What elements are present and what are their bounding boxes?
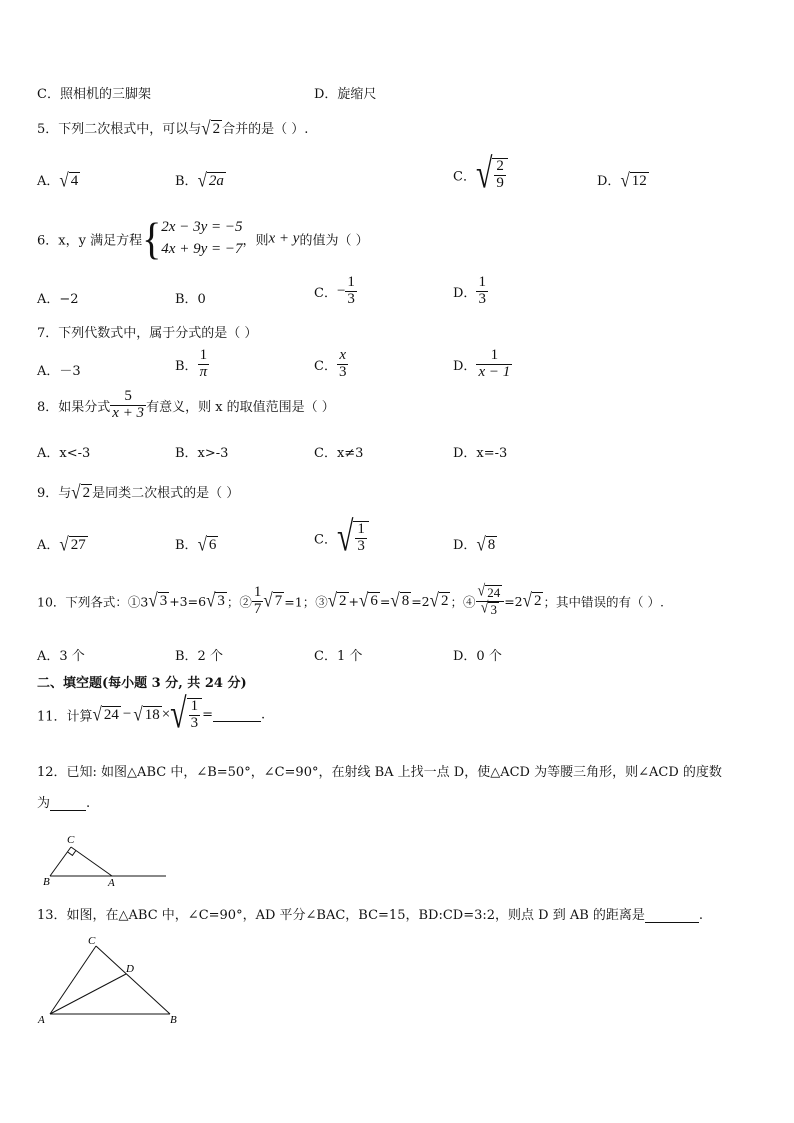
question-12-line2: 为 .: [37, 796, 91, 811]
q5-option-a: A． √ 4: [37, 169, 79, 192]
question-10: 10．下列各式：①3 √ 3 +3=6 √ 3 ；② $\frac{1}{7}$ √ 7 =1；③ √ 2 + √ 6 = √ 8 =2 √ 2 ；④ √ 24 √ 3 =2 √ 2 ；其中错误的有（ ）.: [37, 582, 664, 618]
section-title-fill-in: 二、填空题(每小题 3 分, 共 24 分): [37, 676, 247, 691]
q13-label-b: B: [170, 1014, 177, 1026]
q8-option-b: B．x>-3: [175, 446, 229, 461]
question-6: 6．x，y 满足方程{ 2x − 3y = −5 4x + 9y = −7 ，则x + y的值为（ ）: [37, 213, 369, 263]
q10-option-d: D．0 个: [453, 649, 502, 664]
q12-label-a: A: [108, 877, 115, 888]
q13-bisector-ad: [50, 974, 126, 1014]
q7-option-c: C． $\frac{x}{3}$: [314, 347, 347, 380]
q7-option-a: A．－3: [37, 364, 81, 379]
q8-option-a: A．x<-3: [37, 446, 91, 461]
q12-side-bc: [50, 847, 71, 876]
q9-option-b: B． √ 6: [175, 533, 217, 556]
q9-option-c: C． √ $\frac{1}{3}$: [314, 521, 369, 555]
question-5: [37, 118, 308, 139]
q12-label-b: B: [43, 876, 50, 888]
q8-option-d: D．x=-3: [453, 446, 508, 461]
q9-option-a: A． √ 27: [37, 533, 86, 556]
q10-option-c: C．1 个: [314, 649, 363, 664]
q5-sqrt: √ 2: [201, 117, 221, 140]
q13-label-a: A: [38, 1014, 45, 1026]
q11-answer-blank[interactable]: [213, 707, 261, 722]
question-8: 8．如果分式 $\frac{5}{x + 3}$ 有意义，则 x 的取值范围是（ ）: [37, 388, 335, 421]
q6-option-b: B．0: [175, 292, 206, 307]
q5-option-b: B． √ 2a: [175, 169, 224, 192]
q10-option-a: A．3 个: [37, 649, 85, 664]
q12-label-c: C: [67, 834, 75, 846]
q4-option-c: C．照相机的三脚架: [37, 87, 151, 102]
q9-option-d: D． √ 8: [453, 533, 496, 556]
q12-figure-triangle: [38, 832, 170, 888]
q7-option-b: B． $\frac{1}{\pi}$: [175, 347, 208, 380]
q5-option-c: C． √ $\frac{2}{9}$: [453, 158, 508, 192]
q13-label-c: C: [88, 935, 96, 947]
q8-option-c: C．x≠3: [314, 446, 364, 461]
question-7: 7．下列代数式中，属于分式的是（ ）: [37, 326, 258, 341]
question-11: 11．计算 √ 24 − √ 18 × √ $\frac{1}{3}$ = .: [37, 690, 266, 738]
q10-option-b: B．2 个: [175, 649, 223, 664]
q13-answer-blank[interactable]: [645, 908, 699, 923]
q13-figure-triangle: [34, 930, 184, 1026]
q13-side-cb: [96, 946, 170, 1014]
q6-option-d: D． $\frac{1}{3}$: [453, 274, 486, 307]
q5-suffix: 合并的是（ ）.: [222, 122, 309, 137]
question-13: 13．如图，在△ABC 中，∠C=90°，AD 平分∠BAC，BC=15，BD:CD=3:2，则点 D 到 AB 的距离是 .: [37, 908, 704, 923]
q6-option-c: C．− $\frac{1}{3}$: [314, 274, 355, 307]
question-9: 9．与 √ 2 是同类二次根式的是（ ）: [37, 481, 240, 504]
q7-option-d: D． $\frac{1}{x - 1}$: [453, 347, 511, 380]
q13-side-ac: [50, 946, 96, 1014]
q12-right-angle-mark: [68, 851, 76, 856]
question-12-line1: 12．已知: 如图△ABC 中，∠B=50°，∠C=90°，在射线 BA 上找一点 D，使△ACD 为等腰三角形，则∠ACD 的度数: [37, 765, 722, 780]
q8-fraction: $\frac{5}{x + 3}$: [112, 388, 145, 421]
q5-prefix: 5．下列二次根式中，可以与: [37, 122, 202, 137]
q12-answer-blank[interactable]: [50, 796, 86, 811]
q5-option-d: D． √ 12: [597, 169, 647, 192]
q6-option-a: A．−2: [37, 292, 79, 307]
q12-side-ca: [71, 847, 112, 876]
q6-equation-system: 2x − 3y = −5 4x + 9y = −7: [161, 219, 243, 257]
q13-label-d: D: [126, 963, 134, 975]
q4-option-d: D．旋缩尺: [314, 87, 377, 102]
